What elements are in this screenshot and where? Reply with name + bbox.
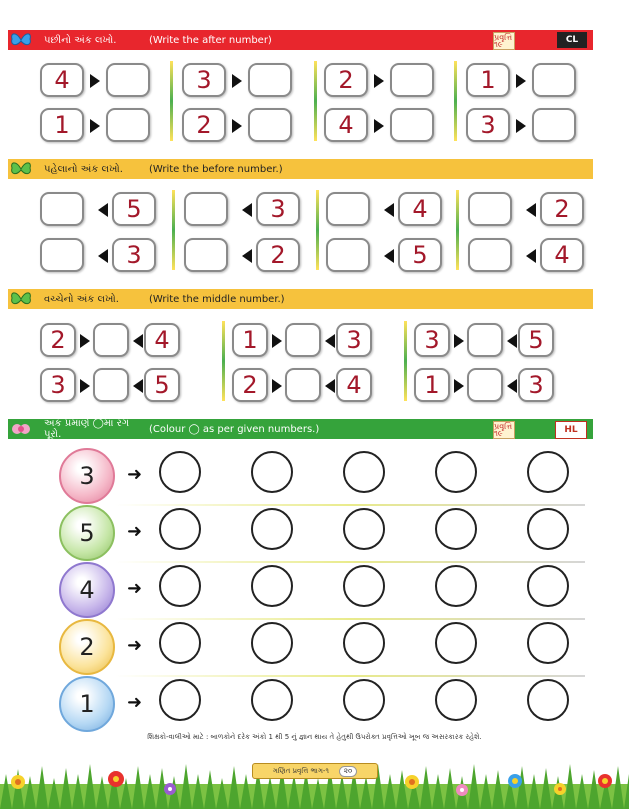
answer-box[interactable] <box>390 63 434 97</box>
arrow-right-icon <box>232 74 242 88</box>
colour-circle[interactable] <box>251 508 293 550</box>
given-number: 2 <box>232 368 268 402</box>
colour-circle[interactable] <box>527 679 569 721</box>
section-title-en: (Write the middle number.) <box>149 293 285 305</box>
colour-circle[interactable] <box>527 565 569 607</box>
colour-circle[interactable] <box>251 451 293 493</box>
given-number: 5 <box>518 323 554 357</box>
colour-circle[interactable] <box>159 679 201 721</box>
arrow-left-icon <box>98 249 108 263</box>
middle-row-2 <box>40 366 590 406</box>
number-circle: 2 <box>59 619 115 675</box>
answer-box[interactable] <box>467 368 503 402</box>
arrow-right-icon: ➜ <box>127 635 143 656</box>
arrow-right-icon <box>516 74 526 88</box>
given-number: 2 <box>182 108 226 142</box>
teacher-note: શિક્ષકો-વાલીઓ માટે : બાળકોને દરેક અંકો 1 થી 5 નું જ્ઞાન થાય તે હેતુથી ઉપરોક્ત પ્રવૃત્તિઓ ખૂબ જ અસરકારક રહેશે. <box>147 733 482 741</box>
answer-box[interactable] <box>106 108 150 142</box>
given-number: 5 <box>112 192 156 226</box>
given-number: 4 <box>40 63 84 97</box>
colour-circle[interactable] <box>159 565 201 607</box>
arrow-right-icon: ➜ <box>127 521 143 542</box>
given-number: 4 <box>336 368 372 402</box>
colour-circle[interactable] <box>435 451 477 493</box>
given-number: 4 <box>324 108 368 142</box>
colour-circle[interactable] <box>159 508 201 550</box>
arrow-left-icon <box>526 203 536 217</box>
arrow-right-icon <box>374 119 384 133</box>
answer-box[interactable] <box>285 368 321 402</box>
answer-box[interactable] <box>468 192 512 226</box>
section-title-gu: પછીનો અંક લખો. <box>44 34 117 46</box>
colour-circle[interactable] <box>527 451 569 493</box>
section-title-gu: પહેલાનો અંક લખો. <box>44 163 123 175</box>
after-row-1 <box>40 61 590 101</box>
answer-box[interactable] <box>184 238 228 272</box>
given-number: 5 <box>144 368 180 402</box>
answer-box[interactable] <box>390 108 434 142</box>
given-number: 5 <box>398 238 442 272</box>
given-number: 3 <box>112 238 156 272</box>
given-number: 3 <box>518 368 554 402</box>
answer-box[interactable] <box>532 108 576 142</box>
arrow-left-icon <box>98 203 108 217</box>
colour-circle[interactable] <box>343 679 385 721</box>
given-number: 3 <box>256 192 300 226</box>
answer-box[interactable] <box>93 323 129 357</box>
arrow-right-icon <box>454 334 464 348</box>
arrow-left-icon <box>526 249 536 263</box>
colour-row-1 <box>55 446 585 502</box>
answer-box[interactable] <box>285 323 321 357</box>
answer-box[interactable] <box>468 238 512 272</box>
flower-icon <box>8 419 34 439</box>
arrow-left-icon <box>133 379 143 393</box>
colour-circle[interactable] <box>343 508 385 550</box>
answer-box[interactable] <box>184 192 228 226</box>
arrow-right-icon <box>232 119 242 133</box>
arrow-left-icon <box>507 379 517 393</box>
footer-title: ગણિત પ્રવૃત્તિ ભાગ-૧ <box>272 766 329 775</box>
page-number: ૨૦ <box>339 766 357 777</box>
section-header-after <box>8 30 593 50</box>
arrow-right-icon <box>90 119 100 133</box>
number-circle: 3 <box>59 448 115 504</box>
answer-box[interactable] <box>93 368 129 402</box>
given-number: 3 <box>466 108 510 142</box>
colour-row-5 <box>55 674 585 730</box>
given-number: 1 <box>466 63 510 97</box>
level-badge: CL <box>557 32 587 48</box>
answer-box[interactable] <box>106 63 150 97</box>
colour-circle[interactable] <box>251 622 293 664</box>
colour-circle[interactable] <box>435 679 477 721</box>
given-number: 2 <box>256 238 300 272</box>
page-footer <box>252 763 378 779</box>
colour-circle[interactable] <box>251 679 293 721</box>
colour-circle[interactable] <box>343 565 385 607</box>
colour-circle[interactable] <box>343 622 385 664</box>
activity-badge: પ્રવૃત્તિ ૧૯ <box>493 421 515 439</box>
section-title-en: (Colour ◯ as per given numbers.) <box>149 423 320 435</box>
given-number: 3 <box>336 323 372 357</box>
given-number: 4 <box>540 238 584 272</box>
given-number: 4 <box>398 192 442 226</box>
arrow-right-icon <box>374 74 384 88</box>
number-circle: 4 <box>59 562 115 618</box>
middle-row-1 <box>40 321 590 361</box>
answer-box[interactable] <box>40 192 84 226</box>
arrow-right-icon <box>80 334 90 348</box>
arrow-right-icon: ➜ <box>127 464 143 485</box>
arrow-right-icon: ➜ <box>127 578 143 599</box>
arrow-left-icon <box>384 249 394 263</box>
given-number: 3 <box>414 323 450 357</box>
section-header-before <box>8 159 593 179</box>
arrow-left-icon <box>507 334 517 348</box>
colour-circle[interactable] <box>527 622 569 664</box>
section-header-middle <box>8 289 593 309</box>
given-number: 3 <box>40 368 76 402</box>
arrow-left-icon <box>242 203 252 217</box>
answer-box[interactable] <box>467 323 503 357</box>
number-circle: 5 <box>59 505 115 561</box>
colour-circle[interactable] <box>435 565 477 607</box>
arrow-right-icon <box>90 74 100 88</box>
arrow-right-icon: ➜ <box>127 692 143 713</box>
given-number: 1 <box>40 108 84 142</box>
butterfly-icon <box>8 289 34 309</box>
number-circle: 1 <box>59 676 115 732</box>
arrow-left-icon <box>325 379 335 393</box>
level-badge: HL <box>555 421 587 439</box>
colour-row-2 <box>55 503 585 559</box>
colour-circle[interactable] <box>435 622 477 664</box>
before-row-1 <box>40 190 590 230</box>
butterfly-icon <box>8 30 34 50</box>
colour-row-3 <box>55 560 585 616</box>
arrow-left-icon <box>325 334 335 348</box>
arrow-right-icon <box>80 379 90 393</box>
section-title-en: (Write the after number) <box>149 34 272 46</box>
colour-row-4 <box>55 617 585 673</box>
answer-box[interactable] <box>40 238 84 272</box>
colour-circle[interactable] <box>343 451 385 493</box>
given-number: 2 <box>324 63 368 97</box>
given-number: 2 <box>40 323 76 357</box>
activity-badge: પ્રવૃત્તિ ૧૯ <box>493 32 515 50</box>
answer-box[interactable] <box>248 63 292 97</box>
answer-box[interactable] <box>326 192 370 226</box>
colour-circle[interactable] <box>435 508 477 550</box>
section-title-gu: અંક પ્રમાણે ◯માં રંગ પૂરો. <box>44 418 130 440</box>
colour-circle[interactable] <box>159 622 201 664</box>
given-number: 2 <box>540 192 584 226</box>
arrow-left-icon <box>242 249 252 263</box>
section-title-gu: વચ્ચેનો અંક લખો. <box>44 293 119 305</box>
section-title-en: (Write the before number.) <box>149 163 283 175</box>
arrow-right-icon <box>516 119 526 133</box>
given-number: 1 <box>232 323 268 357</box>
arrow-left-icon <box>133 334 143 348</box>
arrow-right-icon <box>272 379 282 393</box>
before-row-2 <box>40 236 590 276</box>
given-number: 3 <box>182 63 226 97</box>
arrow-right-icon <box>454 379 464 393</box>
answer-box[interactable] <box>248 108 292 142</box>
answer-box[interactable] <box>532 63 576 97</box>
answer-box[interactable] <box>326 238 370 272</box>
arrow-left-icon <box>384 203 394 217</box>
butterfly-icon <box>8 159 34 179</box>
colour-circle[interactable] <box>159 451 201 493</box>
arrow-right-icon <box>272 334 282 348</box>
given-number: 4 <box>144 323 180 357</box>
given-number: 1 <box>414 368 450 402</box>
section-header-colour <box>8 419 593 439</box>
after-row-2 <box>40 106 590 146</box>
colour-circle[interactable] <box>527 508 569 550</box>
colour-circle[interactable] <box>251 565 293 607</box>
